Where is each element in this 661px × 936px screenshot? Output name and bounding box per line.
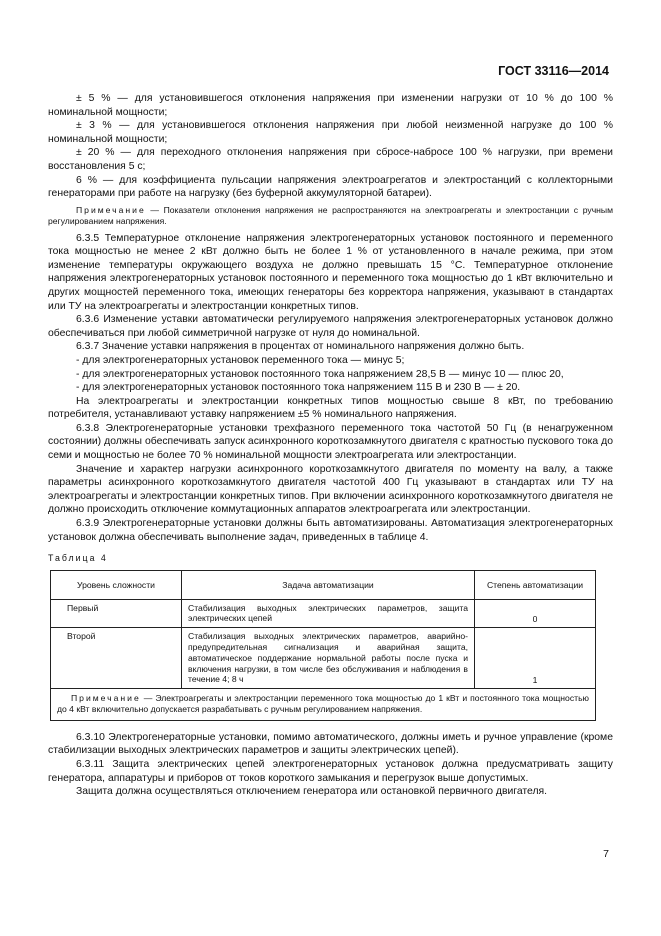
paragraph: Защита должна осуществляться отключением генератора или остановкой первичного двигателя.: [76, 786, 548, 798]
table-cell-task: Стабилизация выходных электрических параметров, аварийно-предупредительная сигнализация и аварийная защита, автоматическое поддержание нормальной работы после пуска и включения нагрузки, в том числе без обслуживания и наблюдения в течение 4; 8 ч: [182, 628, 475, 689]
note-label: Примечание: [76, 204, 146, 215]
list-item: - для электрогенераторных установок постоянного тока напряжением 115 В и 230 В — ± 20.: [76, 382, 521, 394]
paragraph: ± 3 % — для установившегося отклонения напряжения при любой неизменной нагрузке до 100 % номинальной мощности;: [48, 120, 613, 145]
column-header: Уровень сложности: [51, 570, 182, 599]
list-item: - для электрогенераторных установок переменного тока — минус 5;: [76, 354, 405, 366]
table-note: [51, 689, 596, 721]
paragraph: На электроагрегаты и электростанции конкретных типов мощностью свыше 8 кВт, по требованию потребителя, устанавливают уставку напряжением ±5 % номинального напряжения.: [48, 395, 613, 421]
table-note-row: [51, 689, 596, 721]
note: [48, 205, 613, 228]
table-cell-task: Стабилизация выходных электрических параметров, защита электрических цепей: [182, 599, 475, 628]
paragraph: 6 % — для коэффициента пульсации напряжения электроагрегатов и электростанций с коллекторными генераторами при работе на нагрузку (без буферной аккумуляторной батареи).: [48, 174, 613, 200]
paragraph-6-3-5: 6.3.5 Температурное отклонение напряжения электрогенераторных установок постоянного и переменного тока мощностью не менее 2 кВт должно быть не более 1 % от установленного в начале режима, при этом изменение температуры окружающего воздуха не должно превышать 15 °С. Температурное отклонение напряжения электрогенераторных установок постоянного и переменного тока мощностью до 1 кВт включительно и других мощностей переменного тока, имеющих генераторы без корректора напряжения, указывают в стандартах или ТУ на электроагрегаты и электростанции конкретных типов.: [48, 232, 613, 312]
paragraph: ± 20 % — для переходного отклонения напряжения при сбросе-набросе 100 % нагрузки, при времени восстановления 5 с;: [48, 147, 613, 172]
paragraph: Значение и характер нагрузки асинхронного короткозамкнутого двигателя по моменту на валу, а также параметры асинхронного короткозамкнутого двигателя частотой 400 Гц указывают в стандартах или ТУ на электроагрегаты и электростанции конкретных типов. При включении асинхронного короткозамкнутого двигателя не должно происходить отключение коммутационных аппаратов электроагрегата или электростанции.: [48, 463, 613, 516]
closing-section: [48, 731, 613, 799]
column-header: Задача автоматизации: [182, 570, 475, 599]
column-header: Степень автоматизации: [475, 570, 596, 599]
paragraph-6-3-8: 6.3.8 Электрогенераторные установки трехфазного переменного тока частотой 50 Гц (в ненагруженном состоянии) должны обеспечивать запуск асинхронного короткозамкнутого двигателя с кратностью пускового тока до семи и мощностью не более 70 % номинальной мощности электроагрегата или электростанции.: [48, 422, 613, 462]
paragraph-6-3-10: 6.3.10 Электрогенераторные установки, помимо автоматического, должны иметь и ручное управление (кроме стабилизации выходных электрических параметров и защиты электрических цепей).: [48, 731, 613, 757]
page-number: 7: [603, 848, 609, 860]
note-label: Примечание: [71, 693, 141, 704]
table-cell-degree: 0: [475, 599, 596, 628]
table-header-row: [51, 570, 596, 599]
paragraph-6-3-11: 6.3.11 Защита электрических цепей электрогенераторных установок должна предусматривать защиту генератора, аппаратуры и приборов от токов короткого замыкания и перегрузок выше допустимых.: [48, 758, 613, 784]
paragraph-6-3-9: 6.3.9 Электрогенераторные установки должны быть автоматизированы. Автоматизация электрогенераторных установок должна обеспечивать выполнение задач, приведенных в таблице 4.: [48, 518, 613, 543]
paragraph-6-3-6: 6.3.6 Изменение уставки автоматически регулируемого напряжения электрогенераторных установок должно обеспечиваться при любой симметричной нагрузке от нуля до номинальной.: [48, 314, 613, 339]
automation-table: [50, 570, 596, 721]
table-caption: Таблица 4: [48, 553, 108, 564]
table-row: [51, 599, 596, 628]
table-cell-degree: 1: [475, 628, 596, 689]
list-item: - для электрогенераторных установок постоянного тока напряжением 28,5 В — минус 10 — плюс 20,: [76, 368, 564, 380]
paragraph-6-3-7: 6.3.7 Значение уставки напряжения в процентах от номинального напряжения должно быть.: [76, 341, 525, 353]
note-text: — Электроагрегаты и электростанции переменного тока мощностью до 1 кВт и постоянного тока мощностью до 4 кВт включительно допускается разрабатывать с ручным регулированием напряжения.: [57, 693, 589, 714]
document-header: ГОСТ 33116—2014: [498, 64, 609, 78]
document-body: [48, 92, 613, 799]
table-cell-level: Второй: [51, 628, 182, 689]
paragraph: ± 5 % — для установившегося отклонения напряжения при изменении нагрузки от 10 % до 100 % номинальной мощности;: [48, 93, 613, 118]
table-row: [51, 628, 596, 689]
note-text: — Показатели отклонения напряжения не распространяются на электроагрегаты и электростанции с ручным регулированием напряжения.: [48, 204, 613, 227]
table-cell-level: Первый: [51, 599, 182, 628]
